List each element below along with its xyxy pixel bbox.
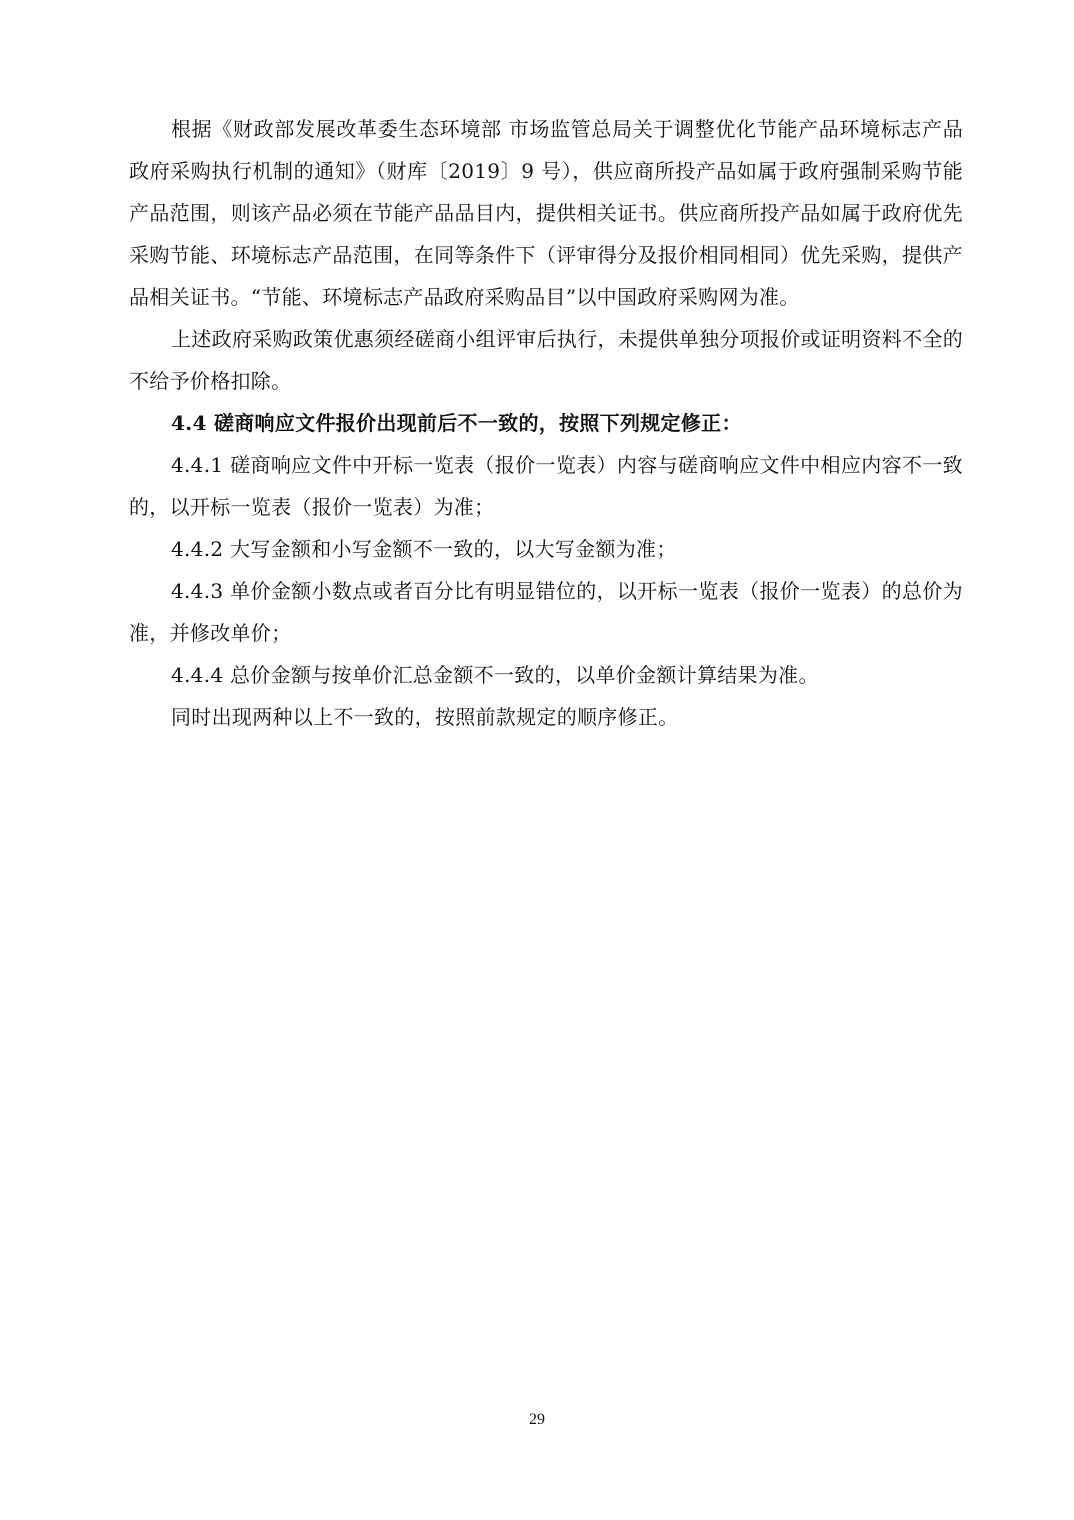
section-heading-4-4: 4.4 磋商响应文件报价出现前后不一致的，按照下列规定修正：	[171, 411, 742, 435]
clause-4-4-1: 4.4.1 磋商响应文件中开标一览表（报价一览表）内容与磋商响应文件中相应内容不一致的，以开标一览表（报价一览表）为准；	[129, 453, 963, 519]
clause-4-4-3: 4.4.3 单价金额小数点或者百分比有明显错位的，以开标一览表（报价一览表）的总价为准，并修改单价；	[129, 579, 963, 645]
clause-4-4-4: 4.4.4 总价金额与按单价汇总金额不一致的，以单价金额计算结果为准。	[171, 663, 819, 687]
body-text	[129, 108, 963, 738]
page-number: 29	[529, 1411, 545, 1428]
clause-4-4-2: 4.4.2 大写金额和小写金额不一致的，以大写金额为准；	[171, 537, 677, 561]
paragraph-procurement-policy: 根据《财政部发展改革委生态环境部 市场监管总局关于调整优化节能产品环境标志产品政府采购执行机制的通知》（财库〔2019〕9 号），供应商所投产品如属于政府强制采购节能产品范围，则该产品必须在节能产品品目内，提供相关证书。供应商所投产品如属于政府优先采购节能、环境标志产品范围，在同等条件下（评审得分及报价相同相同）优先采购，提供产品相关证书。“节能、环境标志产品政府采购品目”以中国政府采购网为准。	[129, 117, 963, 309]
paragraph-price-deduction: 上述政府采购政策优惠须经磋商小组评审后执行，未提供单独分项报价或证明资料不全的不给予价格扣除。	[129, 327, 963, 393]
paragraph-correction-order: 同时出现两种以上不一致的，按照前款规定的顺序修正。	[171, 705, 679, 729]
